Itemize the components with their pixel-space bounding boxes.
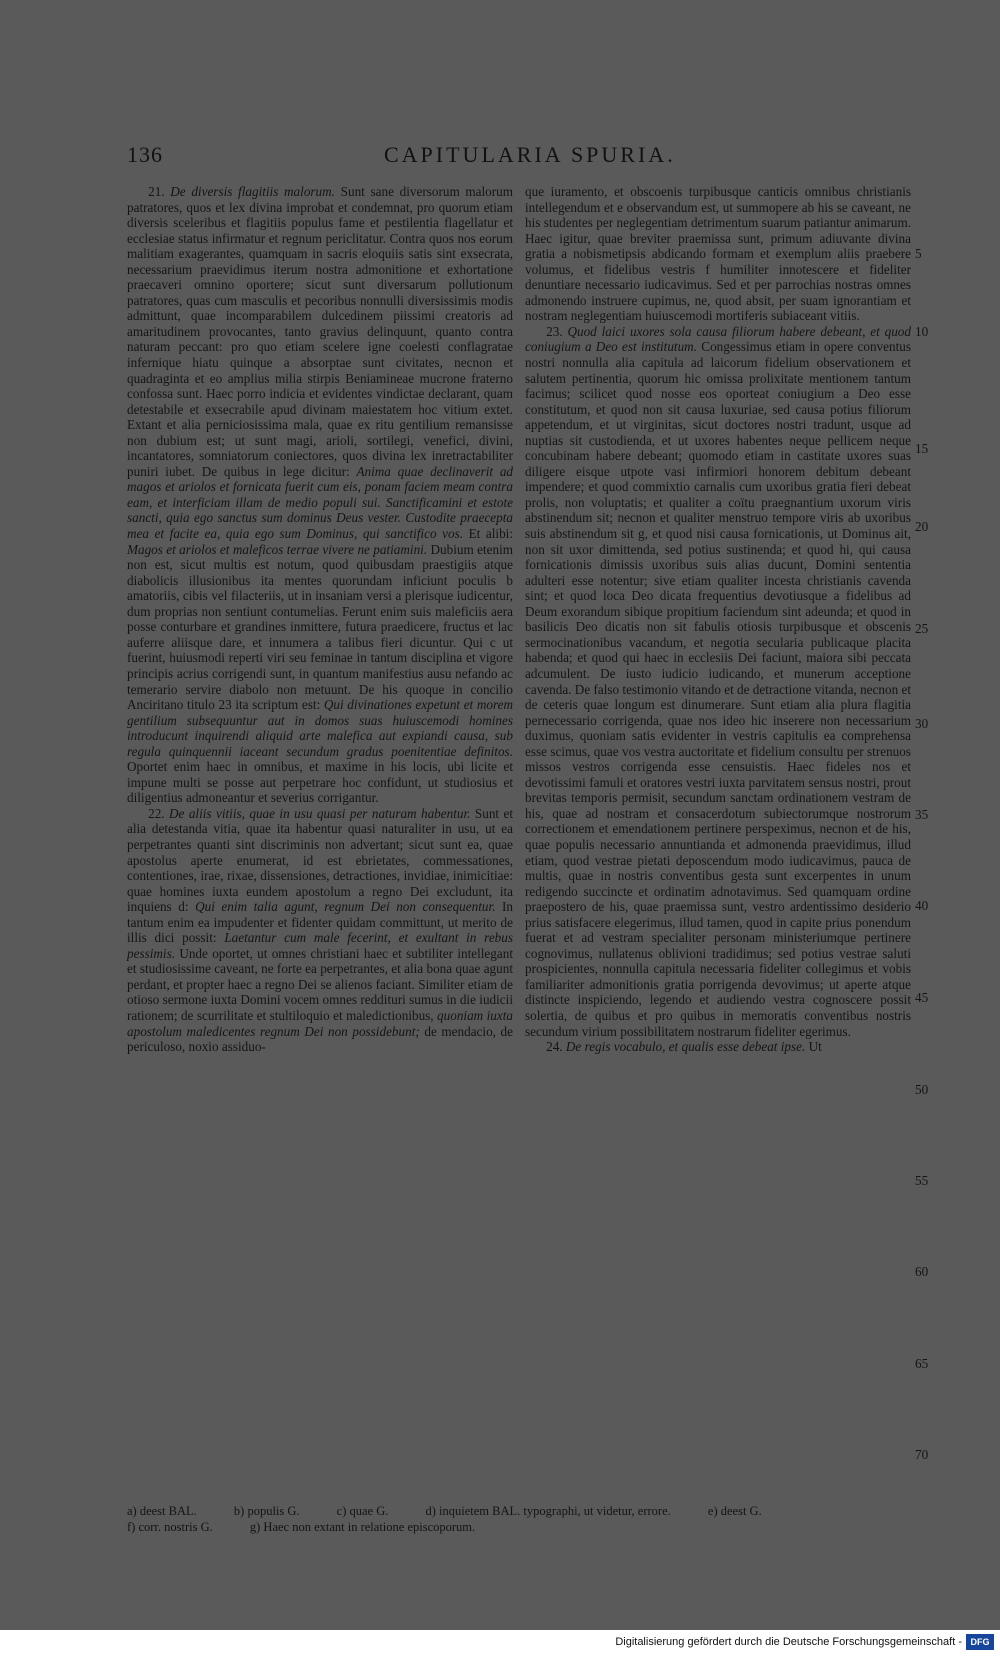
- chapter-22-text-2: In tantum enim ea impudenter et fidenter quidam committunt, ut merito de illis dici possit:: [127, 899, 514, 946]
- chapter-21-quote-3: Qui divinationes expetunt et morem gentilium subsequuntur aut in domos suas huiuscemodi homines introducunt inquirendi aliquid arte malefica aut expiandi causa, sub regula quinquennii iaceant secundum gradus poenitentiae definitos.: [127, 697, 513, 759]
- chapter-21-number: 21.: [148, 184, 165, 199]
- footnote-line-2: [127, 1520, 917, 1536]
- line-number: 15: [915, 441, 929, 456]
- line-number: 60: [915, 1264, 929, 1279]
- footnote-line-1: [127, 1504, 917, 1520]
- credit-bar: [0, 1630, 1000, 1656]
- left-column: [127, 184, 513, 1055]
- chapter-22-text: Sunt et alia detestanda vitia, quae ita habentur quasi naturaliter in usu, ut ea perpetrantes quanti sint discriminis non advertant; sicut sunt ea, quae apostolus aperte enumerat, id est ebrietates, commessationes, contentiones, irae, rixae, dissensiones, detractiones, invidiae, inimicitiae: quae homines iuxta eundem apostolum a regno Dei excludunt, ita inquiens d:: [127, 805, 514, 915]
- chapter-21: [127, 184, 513, 806]
- chapter-21-text: Sunt sane diversorum malorum patratores, quos et lex divina improbat et condemnat, pro quorum etiam diversis sceleribus et flagitiis populus fame et pestilentia flagellatur et ecclesiae status infirmatur et regnum periclitatur. Contra quos nos eorum malitiam exagerantes, quamquam in sacris eloquiis satis sint exsecrata, necessarium praevidimus iterum nostra admonitione et exhortatione praecaveri omnino oportere; sicut sunt diversarum pollutionum patratores, quas cum masculis et pecoribus nonnulli diversissimis modis admittunt, quae incomparabilem dulcedinem piissimi creatoris ad amaritudinem provocantes, tanto gravius delinquunt, quanto contra naturam peccant: pro quo etiam scelere igne coelesti conflagratae infernique hiatu quinque a absorptae sunt civitates, necnon et quadraginta et eo amplius milia stirpis Beniamineae mucrone fraterno confossa sunt. Haec porro indicia et evidentes vindictae declarant, quam detestabile et exsecrabile apud divinam maiestatem hoc vitium extet. Extant et alia perniciosissima mala, quae ex ritu gentilium remansisse non dubium est; ut sunt magi, arioli, sortilegi, venefici, divini, incantatores, somniatorum coniectores, quos divina lex inretractabiliter puniri iubet. De quibus in lege dicitur:: [127, 184, 514, 479]
- chapter-22-quote-1: Qui enim talia agunt, regnum Dei non consequentur.: [195, 899, 496, 915]
- chapter-21-text-3: Oportet enim haec in omnibus, et maxime in his locis, ubi licite et impune multi se posse aut perpetrare hoc confidunt, ut studiosius et diligentius admoneantur et severius corrigantur.: [127, 759, 513, 806]
- chapter-22-quote-3: quoniam iuxta apostolum maledicentes regnum Dei non possidebunt;: [127, 1007, 514, 1039]
- footnote-f: f) corr. nostris G.: [127, 1519, 213, 1534]
- line-number: 45: [915, 990, 929, 1005]
- footnote-g: g) Haec non extant in relatione episcoporum.: [249, 1519, 476, 1534]
- footnotes: [127, 1504, 917, 1535]
- chapter-21-quote-1: Anima quae declinaverit ad magos et ariolos et fornicata fuerit cum eis, ponam faciem meam contra eam, et interficiam illam de medio populi sui. Sanctificamini et estote sancti, quia ego sanctus sum dominus Deus vester. Custodite praecepta mea et facite ea, quia ego sum Dominus, qui sanctifico vos.: [127, 463, 514, 542]
- footnote-d: d) inquietem BAL. typographi, ut videtur, errore.: [425, 1504, 671, 1518]
- chapter-22-title: De aliis vitiis, quae in usu quasi per naturam habentur.: [169, 805, 471, 821]
- dfg-logo: DFG: [966, 1634, 994, 1650]
- chapter-23-title: Quod laici uxores sola causa filiorum habere debeant, et quod coniugium a Deo est institutum.: [525, 323, 911, 355]
- chapter-23-text: Congessimus etiam in opere conventus nostri nonnulla alia capitula ad laicorum fidelium observationem et salutem pertinentia, quorum hic omissa prolixitate mentionem tantum facimus; scilicet quod nosse eos oporteat coniugium a Deo esse constitutum, et quod non sit causa luxuriae, sed causa potius filiorum appetendum, et ut virginitas, sicut doctores nostri tradunt, usque ad nuptias sit custodienda, et ut uxores habentes neque pellicem neque concubinam habere debeant; quomodo etiam in castitate uxores suas diligere eisque utpote vasi infirmiori honorem debitum debeant impendere; et quod commixtio carnalis cum uxoribus gratia fieri debeat prolis, non voluptatis; et qualiter a coïtu praegnantium uxorum viris abstinendum sit; necnon et qualiter menstruo tempore viris ab uxoribus suis abstinendum sit g, et quod nisi causa fornicationis, ut Dominus ait, non sit uxor dimittenda, sed potius sustinenda; et quod hi, qui causa fornicationis dimissis uxoribus suis alias ducunt, Domini sententia adulteri esse notentur; sive etiam qualiter incesta christianis cavenda sint; et quod loca Deo dicata frequentius devotiusque a fidelibus ad Deum exorandum sibique propitium faciendum sint adeunda; et quod in basilicis Deo dicatis non sit fabulis otiosis turpibusque et obscenis sermocinationibus vacandum, et negotia secularia publicaque placita habenda; et quod qui haec in ecclesiis Dei faciunt, maiora sibi peccata adcumulent. De iusto iudicio iudicando, et munerum acceptione cavenda. De falso testimonio vitando et de detractione vitanda, necnon et de ceteris quae longum est dinumerare. Sunt etiam alia plura flagitia pernecessario corrigenda, quae nos ideo hic inserere non necessarium duximus, quoniam satis evidenter in vestris capitulis ea comprehensa esse scimus, quae vos vestra auctoritate et fidelium consultu per strenuos missos vestros corrigenda esse censuistis. Haec fideles nos et devotissimi famuli et oratores vestri iuxta parvitatem sensus nostri, prout brevitas temporis permisit, secundum sanctam ordinationem vestram de his, quae ad nostram et consacerdotum subiectorumque nostrorum correctionem et emendationem pertinere perspeximus, necnon et de his, quae populis necessario annuntianda et admonenda praevidimus, illud etiam, quod vestrae pietati deposcendum modo iudicavimus, pauca de multis, quae in nostris conventibus gesta sunt excerpentes in unum redigendo succincte et ordinatim adnotavimus. Sed quamquam ordine praepostero de his, quae praemissa sunt, vestro ardentissimo desiderio prius satisfacere elegerimus, illud tamen, quod in capite prius ponendum fuerat et ad vestram specialiter personam ministeriumque pertinere cognovimus, nullatenus oblivioni tradidimus; sed potius vestrae saluti prospicientes, nonnulla capitula necessaria fideliter collegimus et vobis familiariter admonitionis gratia porrigenda devovimus; ut aperte atque distincte inspiciendo, legendo et audiendo vestra cognoscere possit solertia, de quibus et pro quibus in memoratis conventibus nostris secundum virium possibilitatem nostrarum fideliter egerimus.: [525, 339, 911, 1039]
- chapter-24-number: 24.: [546, 1039, 563, 1055]
- chapter-22-quote-2: Laetantur cum male fecerint, et exultant in rebus pessimis.: [127, 930, 513, 961]
- footnote-e: e) deest G.: [707, 1504, 762, 1518]
- line-number: 5: [915, 246, 922, 261]
- chapter-21-quote-2: Magos et ariolos et maleficos terrae vivere ne patiamini.: [127, 541, 428, 557]
- right-column: [525, 184, 911, 1055]
- chapter-24-text: Ut: [808, 1039, 822, 1055]
- chapter-23-number: 23.: [546, 323, 563, 339]
- chapter-22: [127, 806, 513, 1055]
- page-number: 136: [127, 142, 163, 167]
- chapter-24-title: De regis vocabulo, et qualis esse debeat ipse.: [565, 1039, 806, 1055]
- chapter-24: [525, 1039, 911, 1055]
- line-number: 20: [915, 519, 929, 534]
- line-number: 50: [915, 1082, 929, 1097]
- funding-credit: Digitalisierung gefördert durch die Deutsche Forschungsgemeinschaft -: [615, 1636, 962, 1648]
- line-number: 10: [915, 324, 929, 339]
- line-number: 65: [915, 1356, 929, 1371]
- chapter-21-mid: Et alibi:: [468, 526, 514, 542]
- chapter-22-text-3: Unde oportet, ut omnes christiani haec et subtiliter intellegant et studiosissime caveant, ne forte ea perpetrantes, et alia bona quae agunt perdant, et propter haec a regno Dei se alienos faciant. Similiter etiam de otioso sermone iuxta Domini vocem omnes reddituri sumus in die iudicii rationem; de scurrilitate et stultiloquio et maledictionibus,: [127, 945, 513, 1023]
- chapter-22-text-4: de mendacio, de periculoso, noxio assiduo-: [127, 1023, 513, 1055]
- line-number: 25: [915, 621, 929, 636]
- line-number: 35: [915, 807, 929, 822]
- chapter-21-title: De diversis flagitiis malorum.: [170, 184, 335, 199]
- chapter-23: [525, 324, 911, 1039]
- line-number: 70: [915, 1447, 929, 1462]
- chapter-21-text-2: Dubium etenim non est, sicut multis est notum, quod quibusdam praestigiis atque diabolicis illusionibus ita mentes quorundam inficiunt poculis b amatoriis, cibis vel filacteriis, ut in insaniam versi a plerisque iudicentur, dum proprias non sentiunt contumelias. Ferunt enim suis maleficiis aera posse conturbare et grandines inmittere, futura praedicere, fructus et lac auferre aliisque dare, et innumera a talibus fieri dicuntur. Qui c ut fuerint, huiusmodi reperti viri seu feminae in tantum disciplina et vigore principis acrius corrigendi sunt, in quantum manifestius ausu nefando ac temerario servire diabolo non metuunt. De his quoque in concilio Anciritano titulo 23 ita scriptum est:: [127, 541, 514, 713]
- footnote-b: b) populis G.: [233, 1504, 300, 1518]
- line-number: 40: [915, 898, 929, 913]
- chapter-22-continuation: que iuramento, et obscoenis turpibusque canticis omnibus christianis intellegendum et e observandum est, ut summopere ab his se caveant, ne his studentes per neglegentiam detrimentum suarum patiantur animarum. Haec igitur, quae breviter praemissa sunt, primum adiuvante divina gratia a nobismetipsis abdicando formam et exemplum aliis praebere volumus, et fidelibus vestris f humiliter innotescere et fideliter denuntiare necessario iudicavimus. Sed et per parrochias nostras omnes admonendo instruere cupimus, ne, quod absit, per suam ignorantiam et nostram neglegentiam huiuscemodi mortiferis subiaceant vitiis.: [525, 184, 911, 324]
- line-number: 30: [915, 716, 929, 731]
- footnote-c: c) quae G.: [336, 1504, 389, 1518]
- footnote-a: a) deest BAL.: [127, 1504, 197, 1518]
- chapter-22-number: 22.: [148, 805, 165, 821]
- line-number: 55: [915, 1173, 929, 1188]
- running-head: CAPITULARIA SPURIA.: [384, 142, 676, 167]
